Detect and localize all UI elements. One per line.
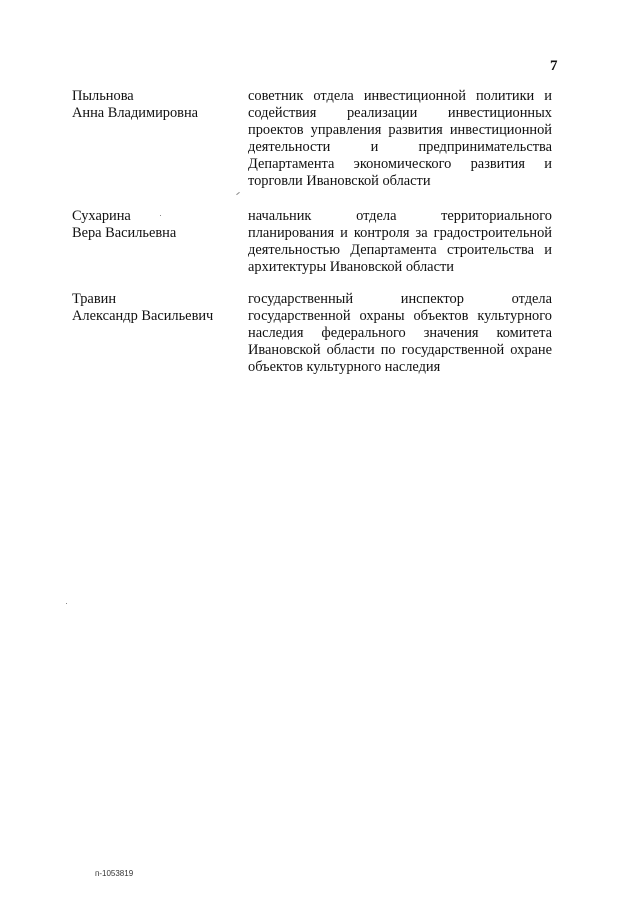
member-name (72, 88, 242, 122)
member-surname: Сухарина (72, 208, 131, 224)
member-role: советник отдела инвестиционной политики и содействия реализации инвестиционных проектов управления развития инвестиционной деятельности и предпринимательства Департамента экономического развития и торговли Ивановской области (248, 88, 552, 189)
scan-speck (236, 192, 240, 195)
scan-speck (160, 215, 161, 216)
member-role: начальник отдела территориального планирования и контроля за градостроительной деятельностью Департамента строительства и архитектуры Ивановской области (248, 208, 552, 275)
document-code: п-1053819 (95, 869, 134, 878)
member-role: государственный инспектор отдела государственной охраны объектов культурного наследия федерального значения комитета Ивановской области по государственной охране объектов культурного наследия (248, 291, 552, 375)
member-surname: Пыльнова (72, 88, 134, 104)
scan-speck (66, 603, 67, 604)
member-name (72, 208, 242, 242)
member-given-names: Анна Владимировна (72, 105, 199, 121)
member-surname: Травин (72, 291, 117, 307)
member-given-names: Вера Васильевна (72, 225, 177, 241)
page-number: 7 (550, 58, 558, 74)
member-given-names: Александр Васильевич (72, 308, 214, 324)
member-name (72, 291, 242, 325)
